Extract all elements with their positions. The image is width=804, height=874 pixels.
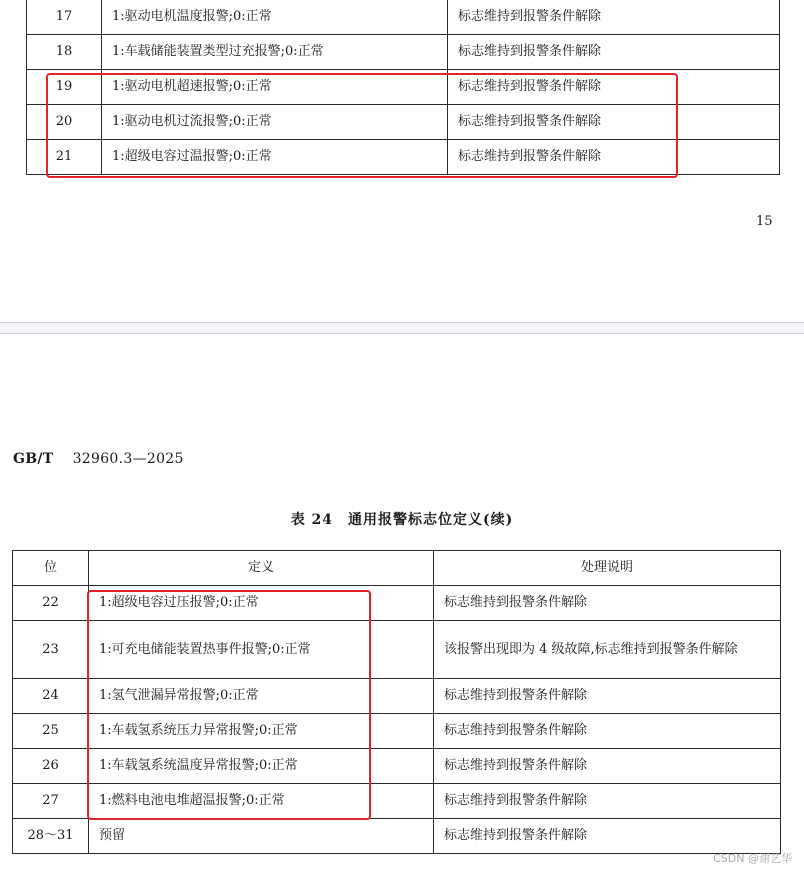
page-top — [0, 0, 804, 322]
bit-cell: 28～31 — [13, 819, 89, 854]
note-cell: 标志维持到报警条件解除 — [448, 105, 780, 140]
table-row — [13, 714, 781, 749]
bit-cell: 17 — [27, 0, 102, 35]
bit-cell: 18 — [27, 35, 102, 70]
page-separator — [0, 322, 804, 334]
alarm-table-bottom — [12, 550, 781, 854]
table-header-row — [13, 551, 781, 586]
header-bit: 位 — [13, 551, 89, 586]
definition-cell: 1:可充电储能装置热事件报警;0:正常 — [89, 621, 434, 679]
note-cell: 标志维持到报警条件解除 — [434, 679, 781, 714]
bit-cell: 22 — [13, 586, 89, 621]
table-title: 表 24 通用报警标志位定义(续) — [290, 512, 514, 528]
bit-cell: 25 — [13, 714, 89, 749]
bit-cell: 19 — [27, 70, 102, 105]
bit-cell: 24 — [13, 679, 89, 714]
definition-cell: 1:氢气泄漏异常报警;0:正常 — [89, 679, 434, 714]
definition-cell: 1:车载储能装置类型过充报警;0:正常 — [102, 35, 448, 70]
table-row — [27, 70, 780, 105]
note-cell: 标志维持到报警条件解除 — [448, 140, 780, 175]
alarm-table-top — [26, 0, 780, 175]
note-cell: 标志维持到报警条件解除 — [448, 0, 780, 35]
watermark: CSDN @谢艺华 — [713, 852, 792, 865]
definition-cell: 1:燃料电池电堆超温报警;0:正常 — [89, 784, 434, 819]
table-row — [27, 0, 780, 35]
bit-cell: 23 — [13, 621, 89, 679]
table-row — [27, 105, 780, 140]
note-cell: 标志维持到报警条件解除 — [448, 70, 780, 105]
note-cell: 标志维持到报警条件解除 — [434, 784, 781, 819]
note-cell: 标志维持到报警条件解除 — [434, 819, 781, 854]
table-row — [13, 784, 781, 819]
page-bottom — [0, 334, 804, 874]
table-row — [27, 140, 780, 175]
document-id — [13, 451, 184, 467]
note-cell: 标志维持到报警条件解除 — [448, 35, 780, 70]
definition-cell: 1:车载氢系统温度异常报警;0:正常 — [89, 749, 434, 784]
definition-cell: 1:车载氢系统压力异常报警;0:正常 — [89, 714, 434, 749]
header-note: 处理说明 — [434, 551, 781, 586]
definition-cell: 1:驱动电机超速报警;0:正常 — [102, 70, 448, 105]
document-prefix: GB/T — [13, 451, 54, 467]
note-cell: 标志维持到报警条件解除 — [434, 749, 781, 784]
note-cell: 该报警出现即为 4 级故障,标志维持到报警条件解除 — [434, 621, 781, 679]
definition-cell: 1:超级电容过温报警;0:正常 — [102, 140, 448, 175]
definition-cell: 1:驱动电机过流报警;0:正常 — [102, 105, 448, 140]
bit-cell: 20 — [27, 105, 102, 140]
definition-cell: 1:超级电容过压报警;0:正常 — [89, 586, 434, 621]
table-row — [13, 819, 781, 854]
table-row — [27, 35, 780, 70]
page-number: 15 — [756, 214, 773, 229]
bit-cell: 21 — [27, 140, 102, 175]
note-cell: 标志维持到报警条件解除 — [434, 586, 781, 621]
header-definition: 定义 — [89, 551, 434, 586]
table-row — [13, 621, 781, 679]
bit-cell: 26 — [13, 749, 89, 784]
note-cell: 标志维持到报警条件解除 — [434, 714, 781, 749]
table-row — [13, 586, 781, 621]
definition-cell: 预留 — [89, 819, 434, 854]
bit-cell: 27 — [13, 784, 89, 819]
table-row — [13, 679, 781, 714]
table-row — [13, 749, 781, 784]
definition-cell: 1:驱动电机温度报警;0:正常 — [102, 0, 448, 35]
document-number: 32960.3—2025 — [72, 451, 184, 467]
